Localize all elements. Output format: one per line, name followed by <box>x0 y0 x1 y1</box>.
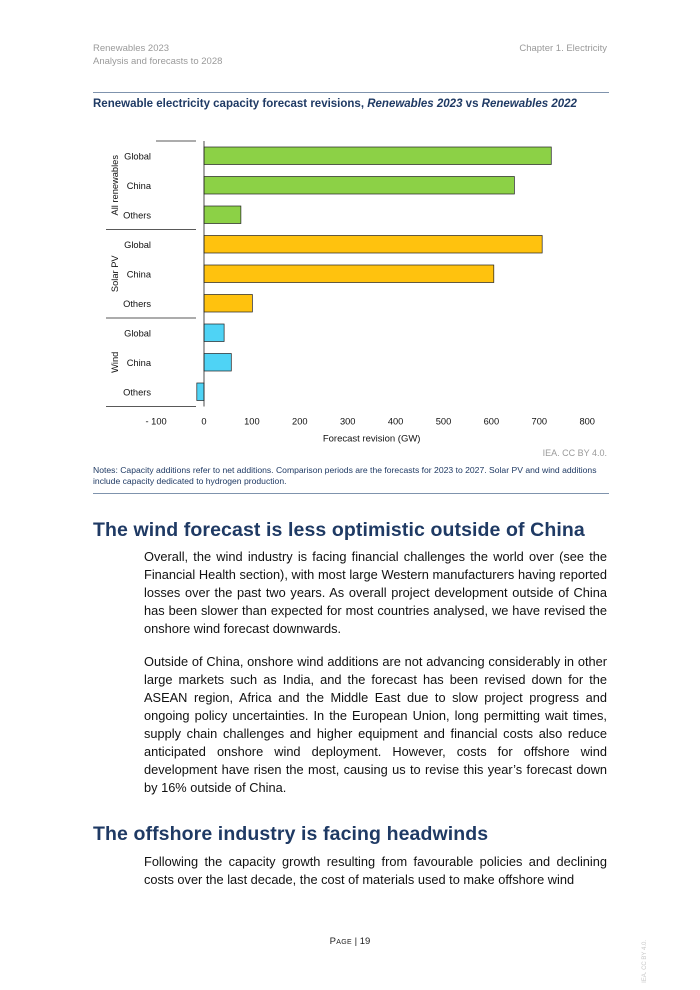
category-label: Others <box>123 387 151 398</box>
page-word: Page <box>329 936 352 947</box>
body-paragraph: Outside of China, onshore wind additions are not advancing considerably in other large markets such as India, and the forecast has been revised down for the ASEAN region, Africa and the Middle East due to slow project progress and ongoing policy uncertainties. In the European Union, long permitting wait times, supply chain challenges and higher equipment and financial costs also reduce anticipated onshore wind deployment. However, costs for offshore wind development have risen the most, causing us to revise this year’s forecast down by 16% outside of China. <box>144 654 607 795</box>
figure-notes: Notes: Capacity additions refer to net additions. Comparison periods are the forecasts for 2023 to 2027. Solar PV and wind additions include capacity dedicated to hydrogen production. <box>93 465 597 486</box>
section-heading-offshore: The offshore industry is facing headwinds <box>93 823 489 845</box>
bar-wind-others <box>197 383 204 401</box>
section-heading-wind: The wind forecast is less optimistic outside of China <box>93 519 585 541</box>
body-paragraph: Following the capacity growth resulting from favourable policies and declining costs over the last decade, the cost of materials used to make offshore wind <box>144 854 607 887</box>
category-label: Global <box>124 328 151 339</box>
bar-solar-pv-china <box>204 265 494 283</box>
figure-title-italic: Renewables 2022 <box>481 98 577 110</box>
group-label: Solar PV <box>110 255 120 293</box>
figure-title <box>93 97 609 111</box>
x-tick-label: 400 <box>387 416 404 427</box>
category-label: China <box>126 180 151 191</box>
category-label: Others <box>123 210 151 221</box>
figure-title-part: Renewable electricity capacity forecast revisions, <box>93 98 368 110</box>
x-tick-label: 800 <box>579 416 595 427</box>
report-title: Renewables 2023 <box>93 43 170 54</box>
running-header-left <box>93 42 222 68</box>
bar-solar-pv-others <box>204 295 252 313</box>
figure-top-rule <box>93 92 609 93</box>
bar-all-renewables-others <box>204 206 241 224</box>
side-license-text: IEA. CC BY 4.0. <box>642 940 648 983</box>
bar-solar-pv-global <box>204 236 542 254</box>
figure-title-part: vs <box>462 98 482 110</box>
category-label: China <box>126 269 151 280</box>
group-label: Wind <box>110 351 120 373</box>
x-tick-label: 200 <box>292 416 308 427</box>
page-separator: | <box>354 936 358 947</box>
x-tick-label: 600 <box>483 416 500 427</box>
category-label: Global <box>124 151 151 162</box>
x-tick-label: 0 <box>201 416 207 427</box>
bar-all-renewables-global <box>204 147 551 165</box>
bar-all-renewables-china <box>204 177 514 195</box>
x-axis-title: Forecast revision (GW) <box>322 433 421 445</box>
report-subtitle: Analysis and forecasts to 2028 <box>93 56 223 67</box>
x-tick-label: 300 <box>339 416 356 427</box>
group-label: All renewables <box>110 155 120 216</box>
forecast-revision-chart <box>0 135 700 445</box>
x-tick-label: - 100 <box>145 416 167 427</box>
figure-bottom-rule <box>93 493 609 494</box>
page-number-value: 19 <box>359 936 371 947</box>
category-label: Others <box>123 298 151 309</box>
figure-title-italic: Renewables 2023 <box>367 98 463 110</box>
category-label: China <box>126 357 151 368</box>
x-tick-label: 700 <box>531 416 548 427</box>
chapter-label: Chapter 1. Electricity <box>519 43 607 54</box>
figure-credit: IEA. CC BY 4.0. <box>542 448 607 458</box>
bar-wind-global <box>204 324 224 342</box>
bar-wind-china <box>204 354 231 372</box>
x-tick-label: 100 <box>244 416 260 427</box>
body-paragraph: Overall, the wind industry is facing financial challenges the world over (see the Financial Health section), with most large Western manufacturers having reported losses over the past two years. As overall project development outside of China has been slower than expected for most countries analysed, we have revised the onshore wind forecast downwards. <box>144 549 607 636</box>
page-number <box>0 936 700 947</box>
x-tick-label: 500 <box>435 416 452 427</box>
category-label: Global <box>124 239 151 250</box>
